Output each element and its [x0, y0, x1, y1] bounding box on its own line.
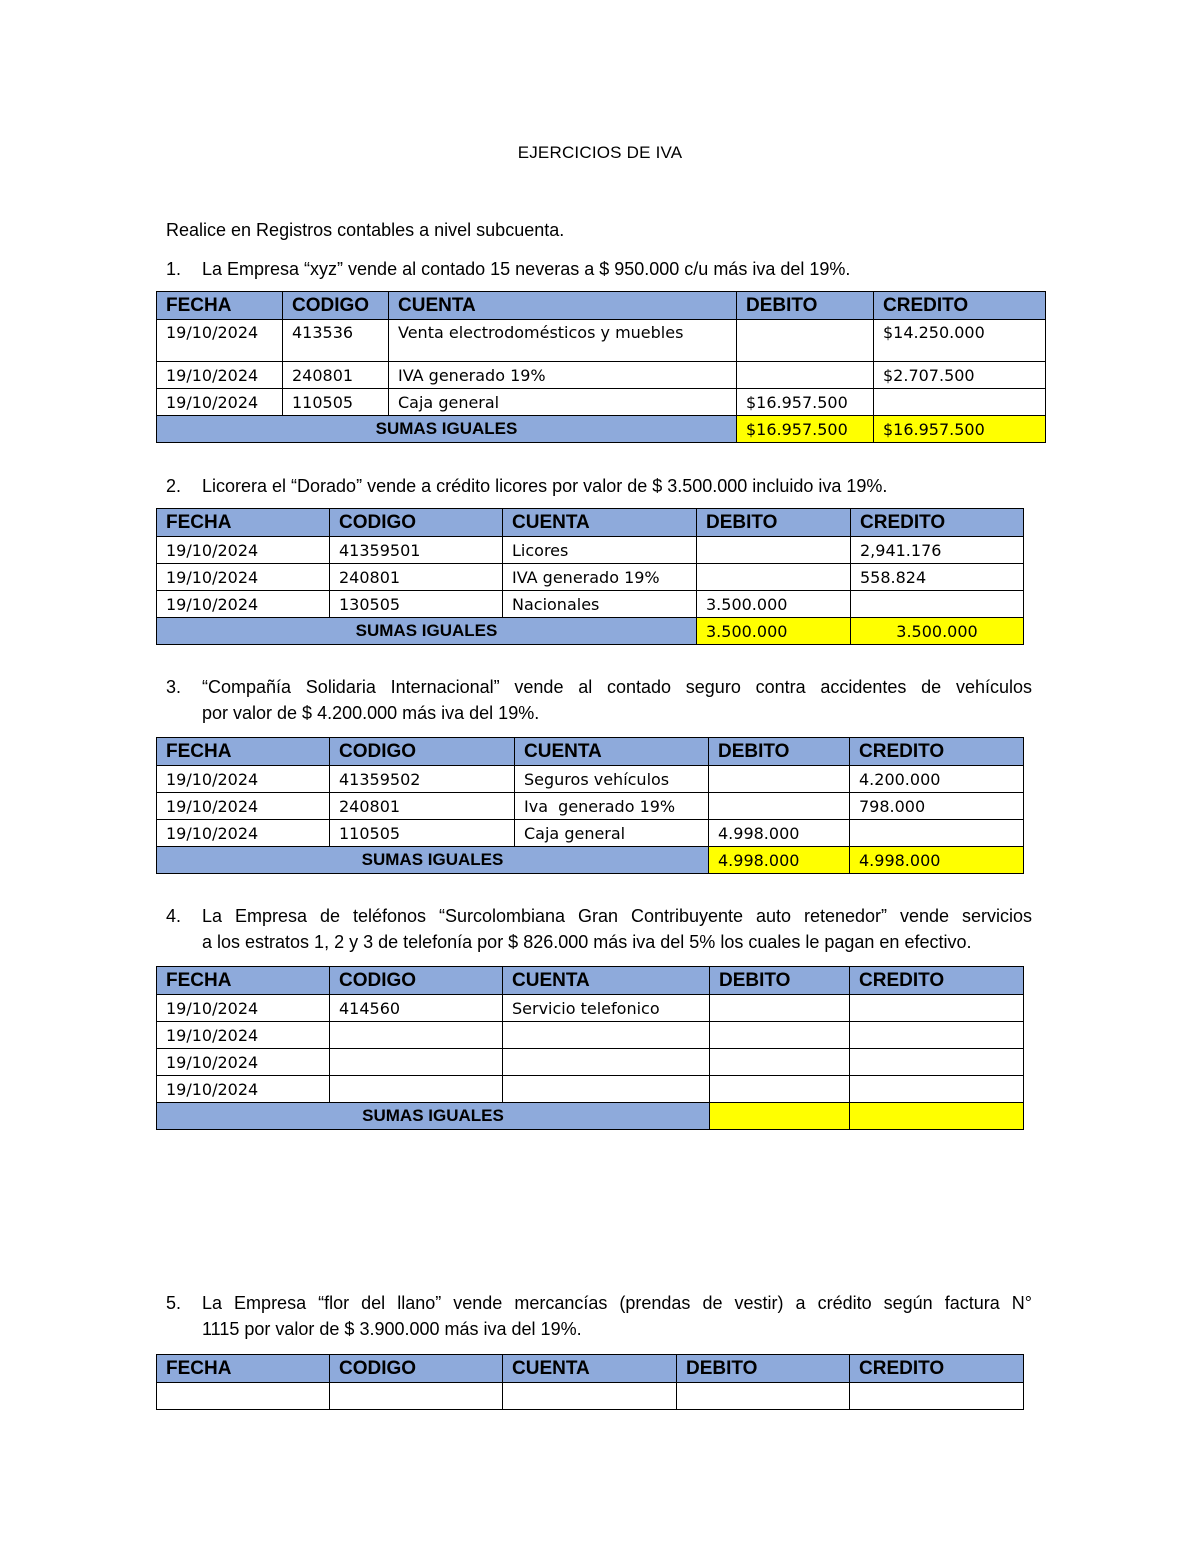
cell-fecha: 19/10/2024 [157, 766, 330, 793]
header-credito: CREDITO [850, 967, 1024, 995]
table-row [157, 537, 1024, 564]
ledger-table-4 [156, 966, 1024, 1130]
cell-fecha: 19/10/2024 [157, 995, 330, 1022]
cell-credito [850, 820, 1024, 847]
cell-cuenta: Caja general [389, 389, 737, 416]
cell-debito [710, 1022, 850, 1049]
cell-codigo: 240801 [330, 564, 503, 591]
cell-codigo: 413536 [283, 320, 389, 362]
cell-fecha: 19/10/2024 [157, 591, 330, 618]
cell-codigo [330, 1022, 503, 1049]
cell-fecha: 19/10/2024 [157, 1022, 330, 1049]
cell-credito [850, 995, 1024, 1022]
table-row [157, 389, 1046, 416]
cell-cuenta: IVA generado 19% [389, 362, 737, 389]
cell-codigo: 41359501 [330, 537, 503, 564]
cell-debito [737, 362, 874, 389]
cell-codigo [330, 1076, 503, 1103]
cell-credito [851, 591, 1024, 618]
cell-credito [874, 389, 1046, 416]
cell-credito: $14.250.000 [874, 320, 1046, 362]
exercise-3-statement [166, 674, 1032, 726]
header-fecha: FECHA [157, 509, 330, 537]
header-codigo: CODIGO [283, 292, 389, 320]
exercise-number: 4. [166, 906, 182, 926]
header-fecha: FECHA [157, 1355, 330, 1383]
cell-fecha: 19/10/2024 [157, 362, 283, 389]
exercise-number: 1. [166, 259, 182, 279]
sum-credito: 3.500.000 [851, 618, 1024, 645]
cell-fecha: 19/10/2024 [157, 389, 283, 416]
cell-codigo [330, 1383, 503, 1410]
header-codigo: CODIGO [330, 509, 503, 537]
table-row [157, 1076, 1024, 1103]
exercise-text-line-2: por valor de $ 4.200.000 más iva del 19%. [202, 703, 540, 723]
cell-cuenta: Nacionales [503, 591, 697, 618]
cell-credito: 2,941.176 [851, 537, 1024, 564]
cell-fecha: 19/10/2024 [157, 320, 283, 362]
sum-credito [850, 1103, 1024, 1130]
cell-cuenta: Caja general [515, 820, 709, 847]
table-row [157, 1049, 1024, 1076]
cell-debito: 3.500.000 [697, 591, 851, 618]
cell-credito: 558.824 [851, 564, 1024, 591]
cell-credito: $2.707.500 [874, 362, 1046, 389]
cell-cuenta: IVA generado 19% [503, 564, 697, 591]
header-credito: CREDITO [874, 292, 1046, 320]
cell-credito [850, 1076, 1024, 1103]
cell-fecha [157, 1383, 330, 1410]
header-cuenta: CUENTA [503, 509, 697, 537]
table-row [157, 766, 1024, 793]
exercise-number: 2. [166, 476, 182, 496]
cell-fecha: 19/10/2024 [157, 564, 330, 591]
header-fecha: FECHA [157, 967, 330, 995]
exercise-2-statement [166, 473, 1032, 499]
cell-cuenta: Venta electrodomésticos y muebles [389, 320, 737, 362]
cell-credito: 4.200.000 [850, 766, 1024, 793]
cell-codigo [330, 1049, 503, 1076]
sum-label: SUMAS IGUALES [157, 847, 709, 874]
ledger-table-5 [156, 1354, 1024, 1410]
sum-label: SUMAS IGUALES [157, 618, 697, 645]
cell-debito [697, 537, 851, 564]
header-codigo: CODIGO [330, 738, 515, 766]
cell-credito [850, 1383, 1024, 1410]
exercise-5-statement [166, 1290, 1032, 1342]
table-header-row [157, 509, 1024, 537]
sum-row [157, 847, 1024, 874]
exercise-text-line-1: La Empresa “flor del llano” vende mercancías (prendas de vestir) a crédito según factura N° [202, 1293, 1032, 1313]
table-row [157, 564, 1024, 591]
cell-fecha: 19/10/2024 [157, 820, 330, 847]
header-credito: CREDITO [851, 509, 1024, 537]
cell-fecha: 19/10/2024 [157, 1076, 330, 1103]
header-codigo: CODIGO [330, 1355, 503, 1383]
sum-debito: 3.500.000 [697, 618, 851, 645]
cell-credito [850, 1049, 1024, 1076]
cell-debito [709, 766, 850, 793]
cell-credito [850, 1022, 1024, 1049]
cell-debito [709, 793, 850, 820]
table-row [157, 320, 1046, 362]
table-header-row [157, 292, 1046, 320]
cell-credito: 798.000 [850, 793, 1024, 820]
exercise-1-statement [166, 256, 1032, 282]
intro-text: Realice en Registros contables a nivel subcuenta. [166, 220, 565, 240]
header-debito: DEBITO [709, 738, 850, 766]
exercise-4-statement [166, 903, 1032, 955]
table-header-row [157, 738, 1024, 766]
exercise-text: Licorera el “Dorado” vende a crédito licores por valor de $ 3.500.000 incluido iva 19%. [202, 476, 888, 496]
table-row [157, 820, 1024, 847]
sum-label: SUMAS IGUALES [157, 416, 737, 443]
header-credito: CREDITO [850, 1355, 1024, 1383]
sum-row [157, 416, 1046, 443]
header-codigo: CODIGO [330, 967, 503, 995]
sum-debito: $16.957.500 [737, 416, 874, 443]
exercise-number: 3. [166, 677, 182, 697]
cell-fecha: 19/10/2024 [157, 537, 330, 564]
table-row [157, 362, 1046, 389]
cell-debito: 4.998.000 [709, 820, 850, 847]
cell-cuenta [503, 1049, 710, 1076]
ledger-table-3 [156, 737, 1024, 874]
sum-row [157, 618, 1024, 645]
table-header-row [157, 967, 1024, 995]
table-header-row [157, 1355, 1024, 1383]
cell-codigo: 240801 [283, 362, 389, 389]
table-row [157, 793, 1024, 820]
cell-debito: $16.957.500 [737, 389, 874, 416]
sum-debito: 4.998.000 [709, 847, 850, 874]
exercise-text: La Empresa “xyz” vende al contado 15 neveras a $ 950.000 c/u más iva del 19%. [202, 259, 851, 279]
cell-cuenta [503, 1022, 710, 1049]
header-fecha: FECHA [157, 292, 283, 320]
cell-fecha: 19/10/2024 [157, 793, 330, 820]
header-debito: DEBITO [737, 292, 874, 320]
table-row [157, 591, 1024, 618]
cell-cuenta: Seguros vehículos [515, 766, 709, 793]
exercise-text-line-1: La Empresa de teléfonos “Surcolombiana Gran Contribuyente auto retenedor” vende servicios [202, 906, 1032, 926]
ledger-table-1 [156, 291, 1046, 443]
sum-row [157, 1103, 1024, 1130]
sum-label: SUMAS IGUALES [157, 1103, 710, 1130]
cell-fecha: 19/10/2024 [157, 1049, 330, 1076]
header-debito: DEBITO [677, 1355, 850, 1383]
cell-debito [710, 1076, 850, 1103]
cell-codigo: 41359502 [330, 766, 515, 793]
sum-credito: $16.957.500 [874, 416, 1046, 443]
header-debito: DEBITO [710, 967, 850, 995]
cell-cuenta: Licores [503, 537, 697, 564]
exercise-text-line-2: 1115 por valor de $ 3.900.000 más iva del 19%. [202, 1319, 582, 1339]
header-cuenta: CUENTA [515, 738, 709, 766]
header-cuenta: CUENTA [503, 1355, 677, 1383]
cell-codigo: 240801 [330, 793, 515, 820]
exercise-text-line-2: a los estratos 1, 2 y 3 de telefonía por $ 826.000 más iva del 5% los cuales le pagan en efectivo. [202, 932, 972, 952]
page-title: EJERCICIOS DE IVA [517, 143, 683, 162]
cell-codigo: 110505 [283, 389, 389, 416]
sum-credito: 4.998.000 [850, 847, 1024, 874]
cell-codigo: 130505 [330, 591, 503, 618]
header-cuenta: CUENTA [389, 292, 737, 320]
cell-cuenta: Iva generado 19% [515, 793, 709, 820]
cell-debito [697, 564, 851, 591]
cell-debito [677, 1383, 850, 1410]
table-row [157, 1383, 1024, 1410]
sum-debito [710, 1103, 850, 1130]
cell-codigo: 414560 [330, 995, 503, 1022]
cell-cuenta [503, 1076, 710, 1103]
cell-debito [710, 995, 850, 1022]
exercise-text-line-1: “Compañía Solidaria Internacional” vende al contado seguro contra accidentes de vehículos [202, 677, 1032, 697]
header-debito: DEBITO [697, 509, 851, 537]
exercise-number: 5. [166, 1293, 182, 1313]
cell-debito [737, 320, 874, 362]
table-row [157, 1022, 1024, 1049]
cell-codigo: 110505 [330, 820, 515, 847]
header-cuenta: CUENTA [503, 967, 710, 995]
cell-cuenta [503, 1383, 677, 1410]
header-fecha: FECHA [157, 738, 330, 766]
cell-debito [710, 1049, 850, 1076]
cell-cuenta: Servicio telefonico [503, 995, 710, 1022]
header-credito: CREDITO [850, 738, 1024, 766]
table-row [157, 995, 1024, 1022]
ledger-table-2 [156, 508, 1024, 645]
